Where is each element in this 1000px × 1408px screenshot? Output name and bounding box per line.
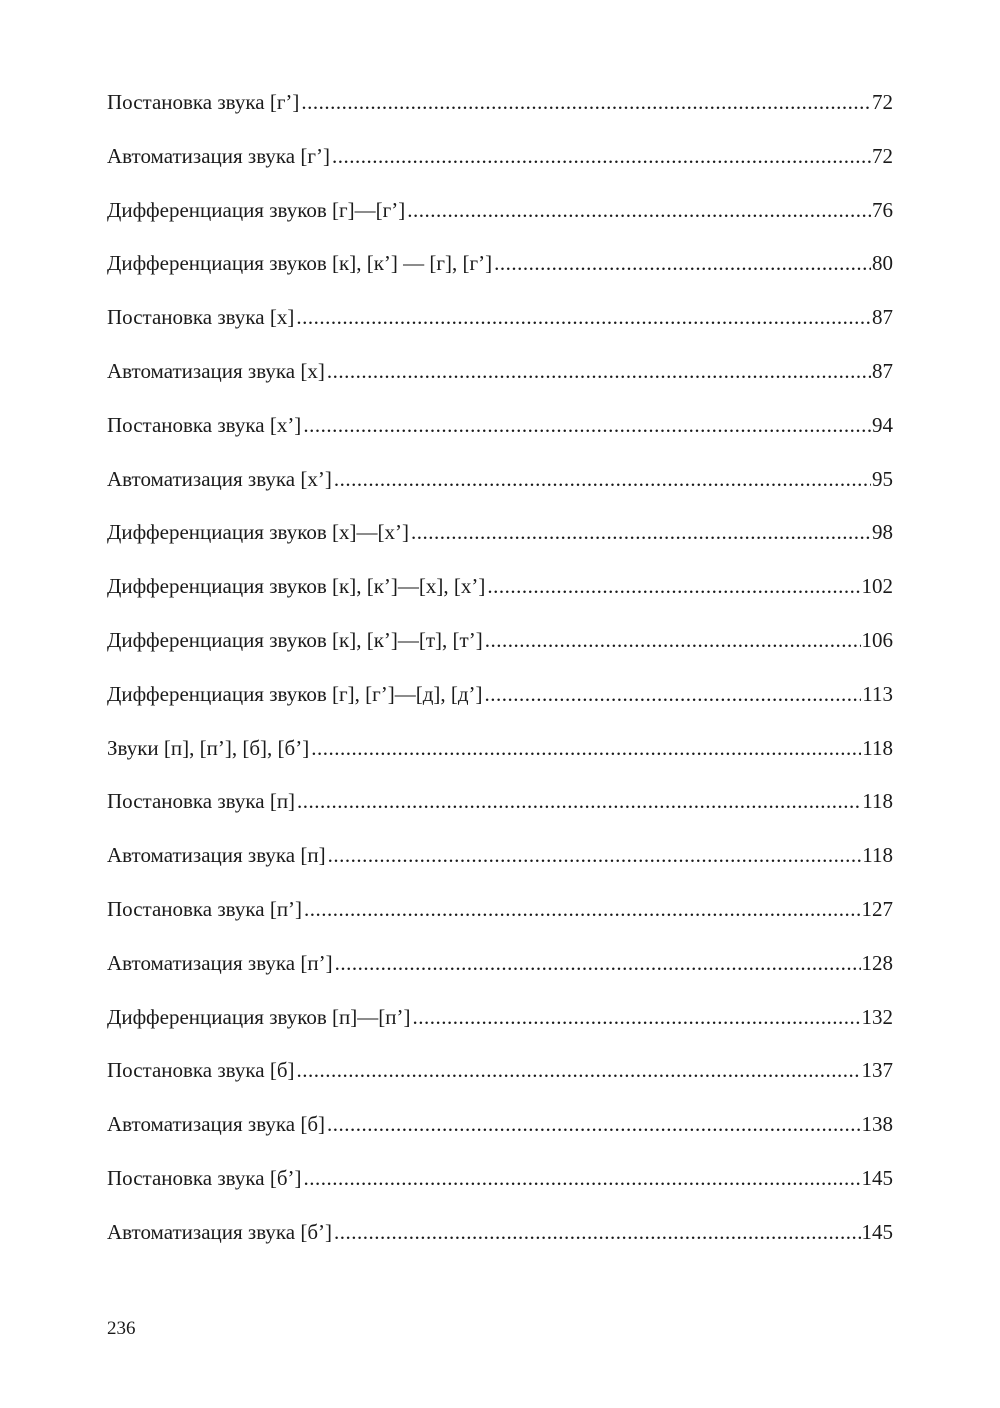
toc-entry-page: 87 (872, 358, 893, 383)
toc-entry-title: Дифференциация звуков [г]—[г’] (107, 197, 406, 222)
toc-entry[interactable] (107, 358, 893, 415)
toc-entry-page: 98 (872, 520, 893, 545)
toc-entry-page: 137 (861, 1058, 893, 1083)
toc-entry-page: 95 (872, 466, 893, 491)
toc-entry-page: 72 (872, 90, 893, 114)
toc-entry-title: Автоматизация звука [б] (107, 1112, 326, 1137)
toc-entry-page: 128 (861, 950, 893, 975)
toc-leader-dots (301, 92, 871, 113)
toc-entry-page: 76 (872, 197, 893, 222)
toc-leader-dots (485, 630, 861, 651)
toc-leader-dots (487, 576, 860, 597)
toc-entry-title: Автоматизация звука [х’] (107, 466, 332, 491)
toc-leader-dots (411, 522, 871, 543)
toc-entry-page: 118 (862, 735, 893, 760)
toc-entry[interactable] (107, 896, 893, 953)
toc-entry-title: Постановка звука [х] (107, 305, 295, 330)
toc-entry[interactable] (107, 950, 893, 1007)
toc-entry[interactable] (107, 92, 893, 146)
toc-entry-title: Дифференциация звуков [к], [к’]—[т], [т’] (107, 627, 483, 652)
toc-entry-title: Дифференциация звуков [г], [г’]—[д], [д’] (107, 681, 483, 706)
toc-entry[interactable] (107, 466, 893, 523)
toc-entry-title: Автоматизация звука [п] (107, 843, 326, 868)
toc-entry[interactable] (107, 197, 893, 254)
toc-entry-page: 87 (872, 305, 893, 330)
toc-entry-title: Постановка звука [п] (107, 789, 296, 814)
toc-leader-dots (303, 415, 871, 436)
toc-entry-title: Автоматизация звука [б’] (107, 1219, 333, 1244)
toc-entry-title: Автоматизация звука [х] (107, 358, 325, 383)
toc-leader-dots (332, 146, 871, 167)
toc-entry[interactable] (107, 1060, 893, 1114)
toc-entry[interactable] (107, 522, 893, 576)
toc-entry-page: 80 (872, 251, 893, 276)
toc-entry-page: 145 (861, 1165, 893, 1190)
table-of-contents (107, 92, 893, 1276)
toc-entry-page: 127 (861, 896, 893, 921)
toc-leader-dots (407, 200, 871, 221)
toc-entry-page: 102 (861, 574, 893, 599)
toc-entry-page: 145 (861, 1219, 893, 1244)
toc-entry-title: Автоматизация звука [п’] (107, 950, 333, 975)
toc-leader-dots (334, 1222, 860, 1243)
toc-entry[interactable] (107, 307, 893, 361)
toc-leader-dots (327, 361, 871, 382)
toc-entry-page: 118 (862, 789, 893, 814)
toc-entry-page: 72 (872, 143, 893, 168)
toc-leader-dots (297, 791, 861, 812)
toc-leader-dots (485, 684, 862, 705)
toc-entry[interactable] (107, 412, 893, 469)
toc-entry[interactable] (107, 735, 893, 792)
toc-leader-dots (304, 899, 860, 920)
toc-entry-page: 113 (862, 681, 893, 706)
toc-entry[interactable] (107, 1219, 893, 1276)
toc-leader-dots (304, 1168, 861, 1189)
toc-leader-dots (296, 307, 871, 328)
toc-entry[interactable] (107, 845, 893, 899)
toc-entry[interactable] (107, 1165, 893, 1222)
toc-leader-dots (297, 1060, 861, 1081)
toc-entry[interactable] (107, 253, 893, 307)
toc-entry-title: Постановка звука [х’] (107, 412, 302, 437)
toc-leader-dots (311, 738, 861, 759)
toc-entry-title: Автоматизация звука [г’] (107, 143, 330, 168)
toc-entry-title: Дифференциация звуков [х]—[х’] (107, 520, 409, 545)
toc-entry-title: Постановка звука [г’] (107, 90, 300, 114)
toc-entry-page: 106 (861, 627, 893, 652)
toc-leader-dots (412, 1007, 860, 1028)
toc-entry[interactable] (107, 1004, 893, 1061)
toc-entry-title: Дифференциация звуков [к], [к’] — [г], [г’] (107, 251, 493, 276)
toc-entry-page: 132 (861, 1004, 893, 1029)
toc-entry-page: 138 (861, 1112, 893, 1137)
toc-entry[interactable] (107, 1114, 893, 1168)
toc-leader-dots (494, 253, 871, 274)
toc-entry-title: Дифференциация звуков [к], [к’]—[х], [х’] (107, 574, 486, 599)
page-number: 236 (107, 1318, 136, 1339)
toc-leader-dots (327, 1114, 860, 1135)
toc-entry-title: Постановка звука [п’] (107, 896, 303, 921)
toc-entry-title: Постановка звука [б’] (107, 1165, 302, 1190)
toc-entry-title: Звуки [п], [п’], [б], [б’] (107, 735, 310, 760)
toc-entry[interactable] (107, 681, 893, 738)
toc-entry[interactable] (107, 576, 893, 630)
toc-leader-dots (328, 845, 862, 866)
toc-entry-page: 118 (862, 843, 893, 868)
toc-leader-dots (335, 953, 861, 974)
toc-entry-page: 94 (872, 412, 893, 437)
toc-entry[interactable] (107, 791, 893, 845)
toc-entry[interactable] (107, 143, 893, 200)
toc-entry-title: Дифференциация звуков [п]—[п’] (107, 1004, 411, 1029)
toc-entry-title: Постановка звука [б] (107, 1058, 295, 1083)
toc-leader-dots (334, 469, 871, 490)
toc-entry[interactable] (107, 627, 893, 684)
